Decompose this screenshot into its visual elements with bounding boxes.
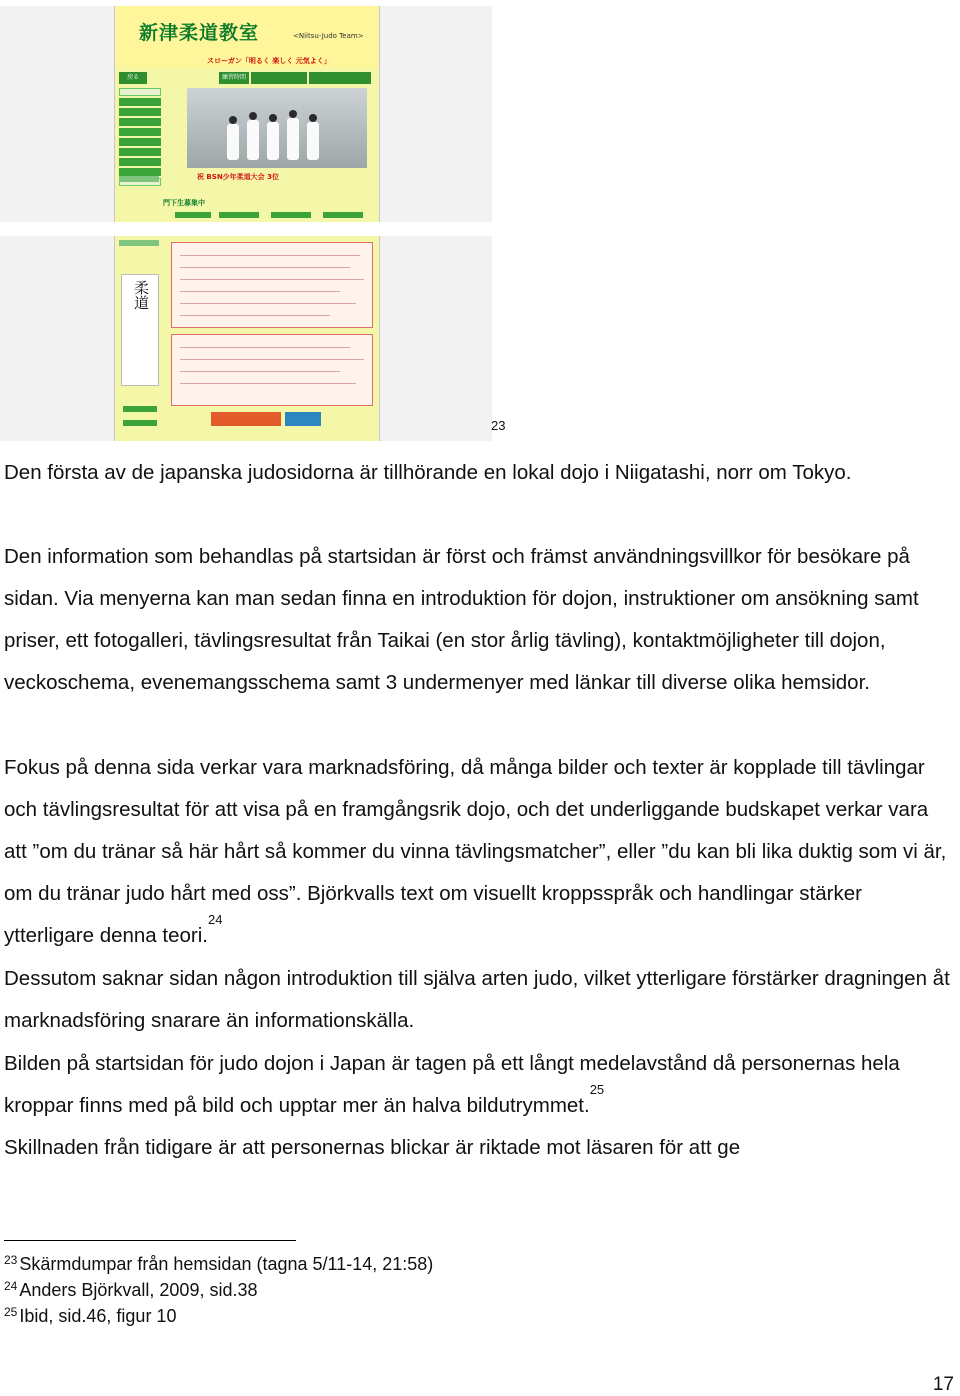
side-menu <box>119 88 161 188</box>
screenshot-homepage-top <box>0 6 492 222</box>
footnote: $^{24}$ Anders Björkvall, 2009, sid.38 <box>4 1279 258 1300</box>
menu-item[interactable] <box>119 148 161 156</box>
nav-training-times[interactable]: 練習時間 <box>219 72 249 84</box>
footer-link[interactable] <box>323 212 363 218</box>
judoka-figure <box>267 122 279 160</box>
paragraph: Dessutom saknar sidan någon introduktion till själva arten judo, vilket ytterligare förstärker dragningen åt marknadsföring snarare än informationskälla. <box>4 967 950 1032</box>
notice-text: 門下生募集中 <box>163 199 205 207</box>
judo-kanji: 柔道 <box>132 280 150 310</box>
footnote: $^{23}$ Skärmdumpar från hemsidan (tagna 5/11-14, 21:58) <box>4 1253 434 1274</box>
judoka-head <box>289 110 297 118</box>
site-title: 新津柔道教室 <box>139 22 260 44</box>
footer-link[interactable] <box>175 212 211 218</box>
paragraph: Bilden på startsidan för judo dojon i Japan är tagen på ett långt medelavstånd då personernas hela kroppar finns med på bild och upptar mer än halva bildutrymmet.$^{25}$ <box>4 1052 900 1117</box>
side-link[interactable] <box>123 420 157 426</box>
judoka-figure <box>287 118 299 160</box>
paragraph: Fokus på denna sida verkar vara marknadsföring, då många bilder och texter är kopplade till tävlingar och tävlingsresultat för att visa på en framgångsrik dojo, och det underliggande budskapet verkar vara att ”om du tränar så här hårt så kommer du vinna tävlingsmatcher”, eller ”du kan bli lika duktig som vi är, om du tränar judo hårt med oss”. Björkvalls text om visuellt kroppsspråk och handlingar stärker ytterligare denna teori.$^{24}$ <box>4 756 947 947</box>
nav-schedule-2[interactable] <box>309 72 371 84</box>
judoka-head <box>229 116 237 124</box>
result-text: 祝 BSN少年柔道大会 3位 <box>197 173 279 181</box>
menu-item[interactable] <box>119 138 161 146</box>
menu-item[interactable] <box>119 108 161 116</box>
judoka-figure <box>307 122 319 160</box>
footnote-ref: 25 <box>589 1082 605 1097</box>
site-page <box>114 236 380 441</box>
judoka-head <box>269 114 277 122</box>
footnote: $^{25}$ Ibid, sid.46, figur 10 <box>4 1305 177 1326</box>
judoka-figure <box>227 124 239 160</box>
notice-box <box>171 242 373 328</box>
footer-link[interactable] <box>271 212 311 218</box>
menu-item[interactable] <box>119 128 161 136</box>
paragraph: Skillnaden från tidigare är att personernas blickar är riktade mot läsaren för att ge <box>4 1136 741 1159</box>
banner-ad[interactable] <box>285 412 321 426</box>
site-slogan: スローガン「明るく 楽しく 元気よく」 <box>207 57 331 65</box>
paragraph: Den första av de japanska judosidorna är tillhörande en lokal dojo i Niigatashi, norr om Tokyo. <box>4 461 852 484</box>
banner-ad[interactable] <box>211 412 281 426</box>
nav-back[interactable]: 戻る <box>119 72 147 84</box>
page-number: 17 <box>932 1374 954 1395</box>
nav-schedule-1[interactable] <box>251 72 307 84</box>
footnote-ref: 24 <box>207 912 223 927</box>
side-link[interactable] <box>123 406 157 412</box>
footnote-marker: 23 <box>491 418 506 433</box>
paragraph: Den information som behandlas på startsidan är först och främst användningsvillkor för besökare på sidan. Via menyerna kan man sedan finna en introduktion för dojon, instruktioner om ansökning samt priser, ett fotogalleri, tävlingsresultat från Taikai (en stor årlig tävling), kontaktmöjligheter till dojon, veckoschema, evenemangsschema samt 3 undermenyer med länkar till diverse olika hemsidor. <box>4 545 919 694</box>
judoka-figure <box>247 120 259 160</box>
team-photo <box>187 88 367 168</box>
site-page <box>114 6 380 222</box>
site-subtitle: <Niitsu-Judo Team> <box>293 32 364 40</box>
footer-link[interactable] <box>219 212 259 218</box>
footnote-separator <box>4 1240 296 1241</box>
menu-item[interactable] <box>119 158 161 166</box>
screenshot-homepage-bottom <box>0 236 492 441</box>
notice-box <box>171 334 373 406</box>
menu-item[interactable] <box>119 168 161 176</box>
judoka-head <box>309 114 317 122</box>
side-banner <box>119 176 159 182</box>
menu-item[interactable] <box>119 98 161 106</box>
judoka-head <box>249 112 257 120</box>
side-banner <box>119 240 159 246</box>
menu-item[interactable] <box>119 88 161 96</box>
menu-item[interactable] <box>119 118 161 126</box>
